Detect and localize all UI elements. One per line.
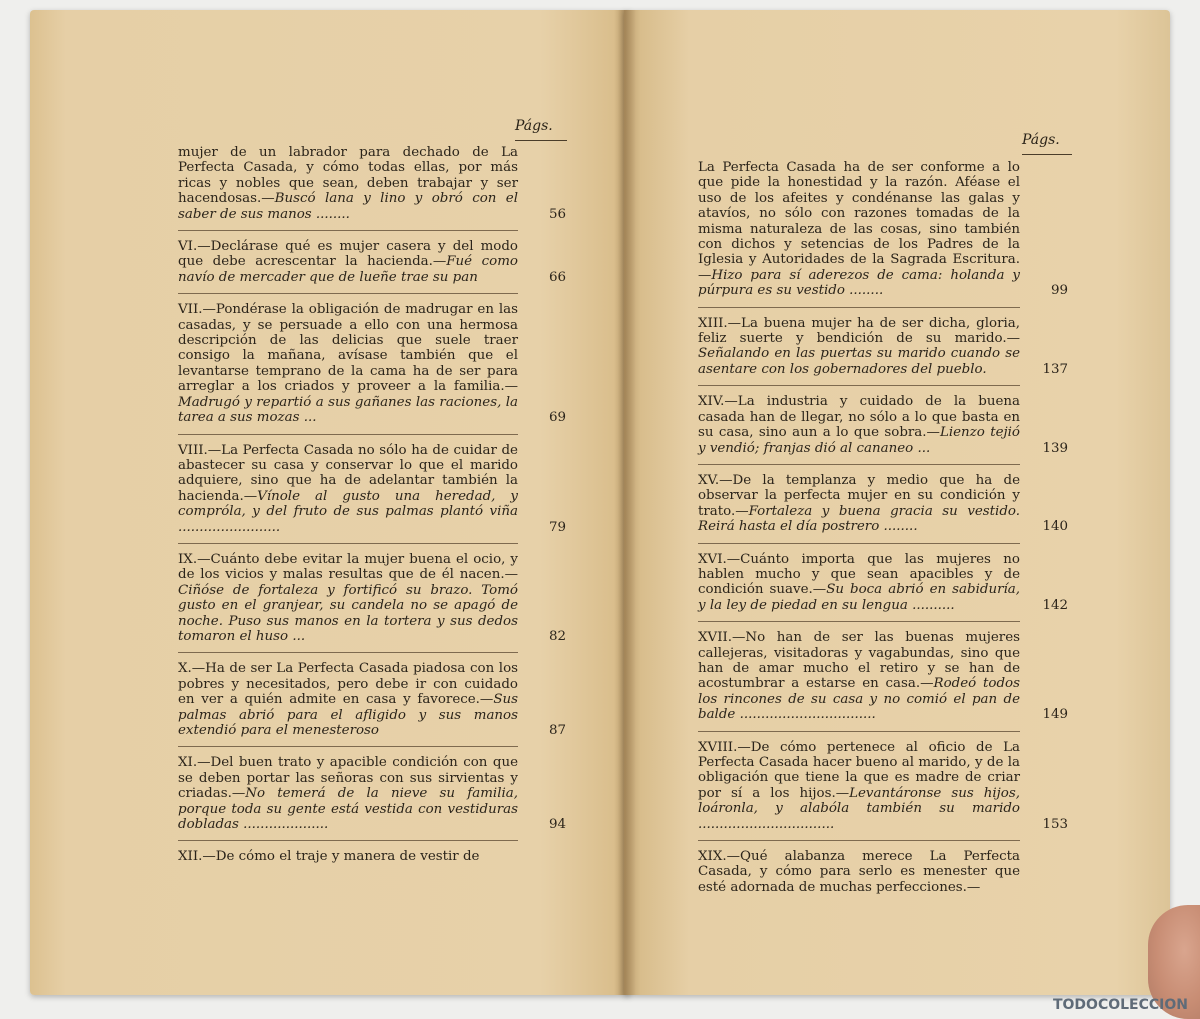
toc-entry-text — [178, 661, 518, 738]
toc-entry-description: XIX.—Qué alabanza merece La Perfecta Casada, y cómo para serlo es menester que esté adornada de muchas perfecciones.— — [698, 849, 1020, 895]
toc-separator — [698, 731, 1020, 732]
toc-entry-quote: Madrugó y repartió a sus gañanes las raciones, la tarea a sus mozas ... — [178, 394, 518, 426]
toc-entry-quote: Buscó lana y lino y obró con el saber de sus manos ........ — [178, 191, 518, 222]
left-page-header: Págs. — [515, 118, 553, 134]
toc-entry — [698, 849, 1020, 895]
toc-page-number: 99 — [1050, 283, 1068, 299]
toc-entry-quote: Señalando en las puertas su marido cuando se asentare con los gobernadores del pueblo. — [698, 346, 1020, 377]
toc-entry-description: XIV.—La industria y cuidado de la buena casada han de llegar, no sólo a lo que basta en su casa, sino aun a lo que sobra.— — [698, 394, 1020, 441]
toc-separator — [698, 307, 1020, 308]
toc-page-number: 79 — [548, 519, 566, 535]
toc-separator — [178, 293, 518, 294]
toc-entry-quote: Vínole al gusto una heredad, y compróla, y del fruto de sus palmas plantó viña ........................ — [178, 488, 518, 535]
toc-entry — [178, 302, 566, 426]
toc-entry-description: VI.—Declárase qué es mujer casera y del modo que debe acrescentar la hacienda.— — [178, 239, 518, 270]
left-toc-list — [178, 145, 566, 873]
toc-page-number: 56 — [548, 206, 566, 222]
right-toc-list — [698, 160, 1068, 903]
toc-entry-description: X.—Ha de ser La Perfecta Casada piadosa con los pobres y necesitados, pero debe ir con cuidado en ver a quién admite en casa y favorece.— — [178, 661, 518, 708]
toc-entry-quote: Sus palmas abrió para el afligido y sus manos extendió para el menesteroso — [178, 692, 518, 738]
watermark: TODOCOLECCION — [1052, 997, 1188, 1013]
toc-entry — [178, 849, 518, 864]
toc-entry — [698, 739, 1068, 832]
toc-separator — [698, 464, 1020, 465]
book-gutter — [614, 10, 636, 995]
toc-page-number: 140 — [1042, 519, 1068, 535]
toc-entry-description: mujer de un labrador para dechado de La Perfecta Casada, y cómo todas ellas, por más ricas y nobles que sean, deben trabajar y ser hacendosas.— — [178, 145, 518, 207]
toc-entry — [698, 315, 1068, 378]
toc-entry-description: La Perfecta Casada ha de ser conforme a lo que pide la honestidad y la razón. Aféase el uso de los afeites y condénanse las galas y atavíos, no sólo con razones tomadas de la misma naturaleza de las cosas, sino también con dichos y setencias de los Padres de la Iglesia y Autoridades de la Sagrada Escritura.— — [698, 160, 1020, 283]
toc-entry-quote: Rodeó todos los rincones de su casa y no comió el pan de balde ................................ — [698, 676, 1020, 723]
toc-entry-quote: Fué como navío de mercader que de lueñe trae su pan — [178, 254, 518, 285]
toc-entry-text — [178, 755, 518, 832]
toc-entry-text — [178, 302, 518, 425]
toc-entry — [178, 551, 566, 644]
left-header-rule — [515, 140, 567, 141]
toc-entry-description: XV.—De la templanza y medio que ha de observar la perfecta mujer en su condición y trato.— — [698, 472, 1020, 519]
toc-entry-text — [698, 849, 1020, 895]
toc-entry-text — [698, 316, 1020, 378]
right-page-header: Págs. — [1022, 132, 1060, 148]
toc-page-number: 94 — [548, 817, 566, 833]
toc-entry-description: XVIII.—De cómo pertenece al oficio de La Perfecta Casada hacer bueno al marido, y de la obligación que tiene la que es madre de criar por sí a los hijos.— — [698, 739, 1020, 801]
toc-page-number: 82 — [548, 628, 566, 644]
toc-separator — [178, 840, 518, 841]
toc-page-number: 149 — [1042, 707, 1068, 723]
toc-separator — [178, 434, 518, 435]
toc-entry-quote: Ciñóse de fortaleza y fortificó su brazo. Tomó gusto en el granjear, su candela no se apagó de noche. Puso sus manos en la tortera y sus dedos tomaron el huso ... — [178, 582, 518, 644]
toc-entry-description: XI.—Del buen trato y apacible condición con que se deben portar las señoras con sus sirvientas y criadas.— — [178, 755, 518, 802]
right-header-rule — [1022, 154, 1072, 155]
toc-entry-text — [178, 849, 518, 864]
toc-entry — [178, 442, 566, 535]
toc-entry-description: XIII.—La buena mujer ha de ser dicha, gloria, feliz suerte y bendición de su marido.— — [698, 315, 1020, 347]
toc-entry-quote: Su boca abrió en sabiduría, y la ley de piedad en su lengua .......... — [698, 582, 1020, 613]
toc-entry-description: VII.—Pondérase la obligación de madrugar en las casadas, y se persuade a ello con una hermosa descripción de las delicias que suele traer consigo la mañana, avísase también que el levantarse temprano de la cama ha de ser para arreglar a los criados y proveer a la familia.— — [178, 302, 518, 395]
toc-separator — [178, 652, 518, 653]
toc-page-number: 153 — [1042, 816, 1068, 832]
toc-page-number: 137 — [1042, 361, 1068, 377]
toc-entry — [698, 630, 1068, 723]
toc-entry-text — [178, 552, 518, 644]
toc-entry-text — [698, 740, 1020, 832]
toc-entry-text — [698, 394, 1020, 456]
toc-entry-quote: Fortaleza y buena gracia su vestido. Reirá hasta el día postrero ........ — [698, 503, 1020, 535]
toc-entry-description: XII.—De cómo el traje y manera de vestir de — [178, 849, 480, 865]
toc-entry-text — [178, 239, 518, 285]
toc-entry-description: VIII.—La Perfecta Casada no sólo ha de cuidar de abastecer su casa y conservar lo que el marido adquiere, sino que ha de adelantar también la hacienda.— — [178, 442, 518, 504]
toc-page-number: 87 — [548, 723, 566, 738]
toc-separator — [698, 385, 1020, 386]
toc-entry — [698, 551, 1068, 614]
toc-entry-text — [178, 145, 518, 222]
toc-entry — [698, 394, 1068, 456]
toc-entry — [178, 661, 566, 738]
toc-entry-description: XVI.—Cuánto importa que las mujeres no hablen mucho y que sean apacibles y de condición suave.— — [698, 551, 1020, 598]
toc-separator — [698, 543, 1020, 544]
toc-page-number: 139 — [1042, 440, 1068, 456]
toc-entry-quote: No temerá de la nieve su familia, porque toda su gente está vestida con vestiduras dobladas .................... — [178, 786, 518, 833]
toc-separator — [178, 230, 518, 231]
toc-entry-quote: Hizo para sí aderezos de cama: holanda y púrpura es su vestido ........ — [698, 267, 1020, 299]
toc-entry-text — [178, 443, 518, 535]
toc-entry-text — [698, 630, 1020, 722]
toc-separator — [698, 840, 1020, 841]
toc-separator — [698, 621, 1020, 622]
toc-entry-text — [698, 473, 1020, 535]
toc-entry — [698, 160, 1068, 299]
toc-page-number: 142 — [1042, 597, 1068, 613]
toc-entry — [178, 755, 566, 833]
toc-entry-description: XVII.—No han de ser las buenas mujeres callejeras, visitadoras y vagabundas, sino que han de amar mucho el retiro y se han de acostumbrar a estarse en casa.— — [698, 630, 1020, 692]
toc-separator — [178, 746, 518, 747]
toc-entry-text — [698, 552, 1020, 614]
toc-separator — [178, 543, 518, 544]
toc-entry-text — [698, 160, 1020, 299]
toc-entry — [178, 145, 566, 222]
toc-page-number: 66 — [548, 269, 566, 285]
open-book — [18, 10, 1170, 995]
toc-entry-description: IX.—Cuánto debe evitar la mujer buena el ocio, y de los vicios y malas resultas que de él nacen.— — [178, 551, 518, 583]
toc-entry — [178, 239, 566, 285]
toc-page-number: 69 — [548, 410, 566, 426]
toc-entry — [698, 472, 1068, 535]
toc-entry-quote: Lienzo tejió y vendió; franjas dió al cananeo ... — [698, 425, 1020, 456]
toc-entry-quote: Levantáronse sus hijos, loáronla, y alabóla también su marido ................................ — [698, 785, 1020, 832]
